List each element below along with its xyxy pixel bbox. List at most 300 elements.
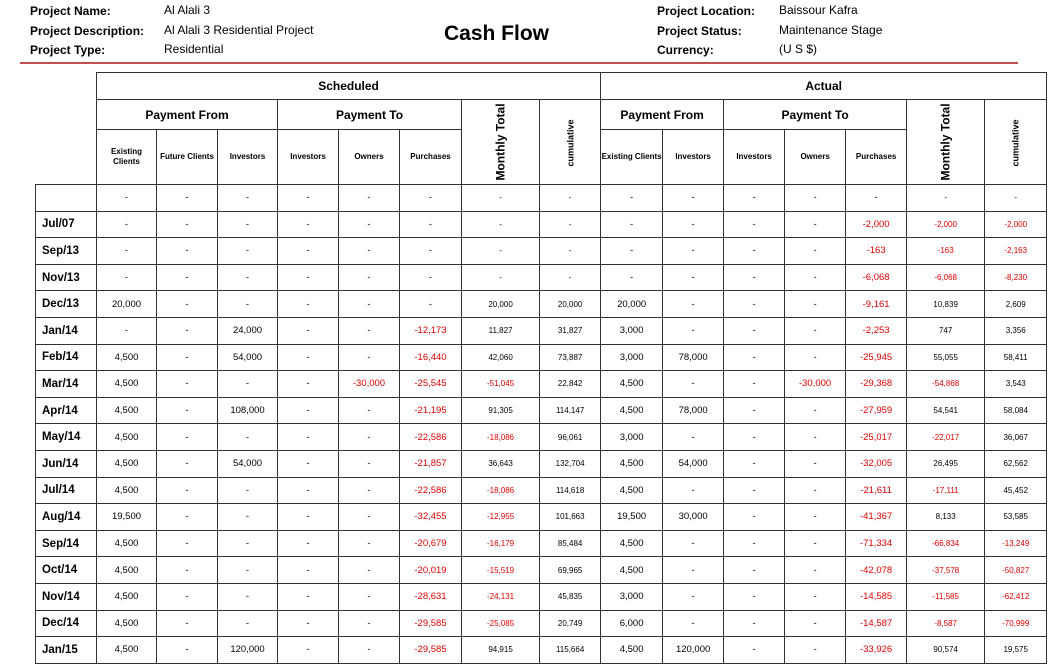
table-cell: - — [157, 397, 218, 424]
row-date: Oct/14 — [36, 557, 97, 584]
table-cell: - — [218, 238, 278, 265]
table-cell: - — [724, 185, 785, 212]
row-date: Apr/14 — [36, 397, 97, 424]
table-cell: - — [724, 264, 785, 291]
table-cell: - — [157, 238, 218, 265]
scheduled-header: Scheduled — [97, 73, 601, 100]
table-cell: -17,111 — [907, 477, 985, 504]
table-cell: 54,541 — [907, 397, 985, 424]
table-cell: 20,000 — [540, 291, 601, 318]
scheduled-col-4: Owners — [339, 130, 400, 185]
table-cell: - — [785, 504, 846, 531]
project-type-label: Project Type: — [30, 43, 106, 57]
table-cell: -70,999 — [985, 610, 1047, 637]
table-cell: - — [278, 530, 339, 557]
row-date: Jan/15 — [36, 637, 97, 664]
table-cell: - — [339, 477, 400, 504]
row-date: Feb/14 — [36, 344, 97, 371]
table-cell: - — [218, 477, 278, 504]
table-row — [36, 291, 1047, 318]
scheduled-monthly-total-header: Monthly Total — [462, 100, 540, 185]
table-cell: - — [218, 264, 278, 291]
table-cell: -14,587 — [846, 610, 907, 637]
table-cell: - — [785, 291, 846, 318]
actual-col-3: Owners — [785, 130, 846, 185]
table-row — [36, 610, 1047, 637]
table-cell: 30,000 — [663, 504, 724, 531]
table-cell: 4,500 — [97, 530, 157, 557]
table-row — [36, 238, 1047, 265]
table-cell: 10,839 — [907, 291, 985, 318]
table-cell: -62,412 — [985, 583, 1047, 610]
table-cell: - — [724, 211, 785, 238]
table-cell: -12,955 — [462, 504, 540, 531]
table-cell: 85,484 — [540, 530, 601, 557]
table-cell: 96,061 — [540, 424, 601, 451]
table-cell: - — [785, 238, 846, 265]
table-cell: - — [157, 291, 218, 318]
table-cell: - — [339, 583, 400, 610]
table-cell: - — [97, 317, 157, 344]
table-cell: 90,574 — [907, 637, 985, 664]
table-cell: -21,611 — [846, 477, 907, 504]
table-cell: 4,500 — [601, 477, 663, 504]
table-cell: -22,586 — [400, 477, 462, 504]
table-row — [36, 317, 1047, 344]
table-cell: - — [278, 317, 339, 344]
table-cell: - — [339, 317, 400, 344]
actual-payment-from-header: Payment From — [601, 100, 724, 130]
table-cell: 62,562 — [985, 450, 1047, 477]
table-cell: -50,827 — [985, 557, 1047, 584]
table-row — [36, 185, 1047, 212]
table-cell: 36,067 — [985, 424, 1047, 451]
table-cell: - — [724, 504, 785, 531]
table-cell: 31,827 — [540, 317, 601, 344]
table-cell: - — [785, 450, 846, 477]
table-cell: - — [663, 371, 724, 398]
table-cell: 120,000 — [663, 637, 724, 664]
currency-value: (U S $) — [779, 42, 818, 56]
table-cell: 19,575 — [985, 637, 1047, 664]
table-cell: 42,060 — [462, 344, 540, 371]
table-cell: 78,000 — [663, 397, 724, 424]
table-cell: -24,131 — [462, 583, 540, 610]
table-cell: - — [278, 504, 339, 531]
table-cell: - — [785, 557, 846, 584]
table-cell: - — [157, 477, 218, 504]
table-cell: - — [278, 637, 339, 664]
header-divider — [20, 62, 1018, 64]
table-cell: - — [218, 530, 278, 557]
table-cell: -25,085 — [462, 610, 540, 637]
table-cell: 36,643 — [462, 450, 540, 477]
table-cell: - — [724, 371, 785, 398]
table-row — [36, 211, 1047, 238]
table-cell: - — [157, 424, 218, 451]
project-description-label: Project Description: — [30, 24, 145, 38]
table-cell: 115,664 — [540, 637, 601, 664]
table-cell: - — [785, 610, 846, 637]
table-cell: - — [157, 317, 218, 344]
table-cell: 4,500 — [601, 637, 663, 664]
table-cell: - — [157, 344, 218, 371]
table-cell: - — [218, 583, 278, 610]
table-cell: 20,000 — [97, 291, 157, 318]
table-cell: - — [540, 264, 601, 291]
table-cell: -18,086 — [462, 477, 540, 504]
table-cell: - — [278, 610, 339, 637]
table-cell: - — [278, 583, 339, 610]
table-cell: - — [462, 185, 540, 212]
table-cell: - — [724, 397, 785, 424]
table-cell: - — [724, 450, 785, 477]
table-cell: - — [278, 557, 339, 584]
scheduled-col-1: Future Clients — [157, 130, 218, 185]
table-cell: - — [724, 424, 785, 451]
actual-col-1: Investors — [663, 130, 724, 185]
scheduled-col-5: Purchases — [400, 130, 462, 185]
table-cell: - — [540, 185, 601, 212]
project-status-label: Project Status: — [657, 24, 742, 38]
scheduled-cumulative-header: cumulative — [540, 100, 601, 185]
table-cell: -28,631 — [400, 583, 462, 610]
table-cell: -25,945 — [846, 344, 907, 371]
table-cell: 8,133 — [907, 504, 985, 531]
table-row — [36, 264, 1047, 291]
table-cell: 73,887 — [540, 344, 601, 371]
table-cell: - — [339, 450, 400, 477]
row-date: Jun/14 — [36, 450, 97, 477]
table-cell: 3,543 — [985, 371, 1047, 398]
row-date: Nov/14 — [36, 583, 97, 610]
row-date: Jan/14 — [36, 317, 97, 344]
table-cell: -29,368 — [846, 371, 907, 398]
table-cell: - — [724, 530, 785, 557]
table-cell: 3,000 — [601, 424, 663, 451]
scheduled-col-2: Investors — [218, 130, 278, 185]
scheduled-payment-to-header: Payment To — [278, 100, 462, 130]
table-cell: -22,017 — [907, 424, 985, 451]
table-cell: - — [278, 291, 339, 318]
table-cell: -27,959 — [846, 397, 907, 424]
table-cell: - — [157, 637, 218, 664]
table-cell: - — [724, 637, 785, 664]
table-cell: 55,055 — [907, 344, 985, 371]
table-cell: - — [785, 530, 846, 557]
table-cell: -51,045 — [462, 371, 540, 398]
table-cell: 54,000 — [218, 344, 278, 371]
table-cell: - — [785, 424, 846, 451]
table-cell: - — [785, 477, 846, 504]
table-cell: 4,500 — [97, 344, 157, 371]
table-cell: - — [218, 424, 278, 451]
corner-blank — [36, 73, 97, 100]
table-cell: - — [785, 637, 846, 664]
project-description-value: Al Alali 3 Residential Project — [164, 23, 314, 37]
table-cell: - — [97, 185, 157, 212]
table-cell: -6,068 — [846, 264, 907, 291]
table-cell: -66,834 — [907, 530, 985, 557]
table-cell: 94,915 — [462, 637, 540, 664]
table-cell: - — [663, 291, 724, 318]
table-cell: - — [278, 450, 339, 477]
table-cell: 19,500 — [601, 504, 663, 531]
row-date: Sep/13 — [36, 238, 97, 265]
table-cell: 132,704 — [540, 450, 601, 477]
table-cell: -71,334 — [846, 530, 907, 557]
table-cell: - — [663, 477, 724, 504]
table-cell: - — [339, 344, 400, 371]
table-cell: - — [218, 610, 278, 637]
table-cell: - — [663, 238, 724, 265]
table-cell: - — [540, 238, 601, 265]
row-date: Dec/14 — [36, 610, 97, 637]
table-cell: - — [400, 291, 462, 318]
table-cell: - — [97, 264, 157, 291]
project-name-label: Project Name: — [30, 4, 111, 18]
table-row — [36, 344, 1047, 371]
table-cell: - — [339, 397, 400, 424]
table-cell: -13,249 — [985, 530, 1047, 557]
table-cell: 6,000 — [601, 610, 663, 637]
project-status-value: Maintenance Stage — [779, 23, 883, 37]
table-cell: - — [339, 291, 400, 318]
table-cell: - — [400, 185, 462, 212]
row-date: Dec/13 — [36, 291, 97, 318]
table-cell: 45,452 — [985, 477, 1047, 504]
table-cell: - — [339, 557, 400, 584]
table-cell: 108,000 — [218, 397, 278, 424]
table-cell: -20,019 — [400, 557, 462, 584]
table-cell: - — [218, 557, 278, 584]
table-cell: 53,585 — [985, 504, 1047, 531]
table-cell: - — [157, 185, 218, 212]
table-cell: 4,500 — [97, 637, 157, 664]
table-cell: -9,161 — [846, 291, 907, 318]
table-cell: 3,356 — [985, 317, 1047, 344]
actual-col-0: Existing Clients — [601, 130, 663, 185]
table-cell: -21,195 — [400, 397, 462, 424]
row-date: Nov/13 — [36, 264, 97, 291]
table-cell: - — [785, 211, 846, 238]
row-date: May/14 — [36, 424, 97, 451]
table-row — [36, 530, 1047, 557]
row-date: Mar/14 — [36, 371, 97, 398]
table-cell: - — [985, 185, 1047, 212]
table-cell: -15,519 — [462, 557, 540, 584]
table-cell: -21,857 — [400, 450, 462, 477]
table-cell: - — [157, 450, 218, 477]
table-cell: - — [400, 264, 462, 291]
table-row — [36, 504, 1047, 531]
table-cell: 69,965 — [540, 557, 601, 584]
row-date: Aug/14 — [36, 504, 97, 531]
project-location-value: Baissour Kafra — [779, 3, 858, 17]
table-cell: - — [157, 504, 218, 531]
table-cell: 2,609 — [985, 291, 1047, 318]
table-cell: 4,500 — [97, 424, 157, 451]
table-cell: -2,000 — [985, 211, 1047, 238]
table-cell: - — [157, 557, 218, 584]
table-cell: 54,000 — [218, 450, 278, 477]
table-cell: -12,173 — [400, 317, 462, 344]
table-cell: - — [663, 185, 724, 212]
table-cell: - — [724, 583, 785, 610]
table-cell: - — [218, 371, 278, 398]
table-cell: -29,585 — [400, 637, 462, 664]
table-cell: - — [339, 264, 400, 291]
table-cell: - — [278, 397, 339, 424]
table-cell: 3,000 — [601, 317, 663, 344]
table-cell: 3,000 — [601, 583, 663, 610]
row-date: Jul/07 — [36, 211, 97, 238]
table-cell: - — [663, 264, 724, 291]
table-row — [36, 424, 1047, 451]
table-cell: 19,500 — [97, 504, 157, 531]
table-cell: 91,305 — [462, 397, 540, 424]
row-date: Jul/14 — [36, 477, 97, 504]
table-cell: -8,230 — [985, 264, 1047, 291]
actual-cumulative-header: cumulative — [985, 100, 1047, 185]
table-cell: 4,500 — [97, 610, 157, 637]
table-cell: -16,179 — [462, 530, 540, 557]
table-cell: - — [339, 610, 400, 637]
table-cell: 4,500 — [601, 371, 663, 398]
table-row — [36, 477, 1047, 504]
table-cell: - — [339, 530, 400, 557]
table-cell: 4,500 — [97, 583, 157, 610]
table-cell: - — [724, 317, 785, 344]
table-cell: - — [601, 211, 663, 238]
table-cell: 11,827 — [462, 317, 540, 344]
table-cell: 58,084 — [985, 397, 1047, 424]
table-cell: - — [278, 185, 339, 212]
table-cell: 114,618 — [540, 477, 601, 504]
table-cell: - — [663, 211, 724, 238]
scheduled-col-3: Investors — [278, 130, 339, 185]
table-cell: -42,078 — [846, 557, 907, 584]
table-cell: - — [540, 211, 601, 238]
table-cell: 4,500 — [601, 530, 663, 557]
table-cell: - — [724, 238, 785, 265]
table-row — [36, 450, 1047, 477]
table-cell: - — [462, 211, 540, 238]
table-cell: - — [663, 583, 724, 610]
page-title: Cash Flow — [444, 22, 550, 45]
table-cell: 20,000 — [462, 291, 540, 318]
table-cell: - — [339, 185, 400, 212]
table-cell: - — [157, 371, 218, 398]
table-cell: - — [400, 238, 462, 265]
table-cell: -2,253 — [846, 317, 907, 344]
table-cell: - — [663, 317, 724, 344]
table-cell: - — [278, 238, 339, 265]
currency-label: Currency: — [657, 43, 714, 57]
table-cell: - — [462, 264, 540, 291]
table-cell: - — [462, 238, 540, 265]
table-cell: - — [724, 477, 785, 504]
table-cell: - — [663, 610, 724, 637]
actual-payment-to-header: Payment To — [724, 100, 907, 130]
actual-header: Actual — [601, 73, 1047, 100]
actual-col-4: Purchases — [846, 130, 907, 185]
project-info — [0, 0, 1055, 64]
table-cell: -30,000 — [785, 371, 846, 398]
table-cell: - — [339, 424, 400, 451]
table-cell: - — [157, 583, 218, 610]
project-type-value: Residential — [164, 42, 224, 56]
table-cell: - — [339, 238, 400, 265]
table-cell: 4,500 — [97, 371, 157, 398]
table-cell: - — [97, 211, 157, 238]
table-cell: - — [218, 291, 278, 318]
table-cell: -25,545 — [400, 371, 462, 398]
table-cell: 20,000 — [601, 291, 663, 318]
table-cell: - — [278, 477, 339, 504]
table-cell: - — [907, 185, 985, 212]
table-cell: - — [218, 504, 278, 531]
table-cell: 78,000 — [663, 344, 724, 371]
table-row — [36, 637, 1047, 664]
table-cell: -2,000 — [907, 211, 985, 238]
table-cell: - — [663, 424, 724, 451]
table-cell: - — [157, 211, 218, 238]
table-cell: - — [278, 211, 339, 238]
table-cell: 24,000 — [218, 317, 278, 344]
table-cell: - — [400, 211, 462, 238]
table-cell: - — [785, 317, 846, 344]
table-cell: 4,500 — [97, 397, 157, 424]
table-cell: -14,585 — [846, 583, 907, 610]
project-name-value: Al Alali 3 — [164, 3, 211, 17]
table-cell: -25,017 — [846, 424, 907, 451]
table-cell: -2,000 — [846, 211, 907, 238]
actual-monthly-total-header: Monthly Total — [907, 100, 985, 185]
table-cell: 22,842 — [540, 371, 601, 398]
table-cell: - — [601, 238, 663, 265]
table-cell: - — [157, 530, 218, 557]
table-cell: 120,000 — [218, 637, 278, 664]
table-cell: - — [218, 211, 278, 238]
row-date — [36, 185, 97, 212]
table-cell: - — [785, 344, 846, 371]
table-row — [36, 583, 1047, 610]
cash-flow-table — [35, 72, 1047, 664]
table-cell: 4,500 — [601, 397, 663, 424]
table-cell: - — [97, 238, 157, 265]
table-cell: -29,585 — [400, 610, 462, 637]
table-cell: 101,663 — [540, 504, 601, 531]
table-cell: 3,000 — [601, 344, 663, 371]
table-cell: -18,086 — [462, 424, 540, 451]
table-cell: - — [339, 637, 400, 664]
table-row — [36, 371, 1047, 398]
table-cell: -22,586 — [400, 424, 462, 451]
table-cell: - — [724, 344, 785, 371]
table-cell: -8,587 — [907, 610, 985, 637]
table-cell: - — [278, 424, 339, 451]
table-cell: -32,455 — [400, 504, 462, 531]
table-cell: 114,147 — [540, 397, 601, 424]
table-cell: - — [724, 291, 785, 318]
actual-col-2: Investors — [724, 130, 785, 185]
table-cell: 58,411 — [985, 344, 1047, 371]
table-cell: 4,500 — [97, 557, 157, 584]
table-cell: 4,500 — [97, 477, 157, 504]
scheduled-col-0: Existing Clients — [97, 130, 157, 185]
table-cell: - — [157, 264, 218, 291]
